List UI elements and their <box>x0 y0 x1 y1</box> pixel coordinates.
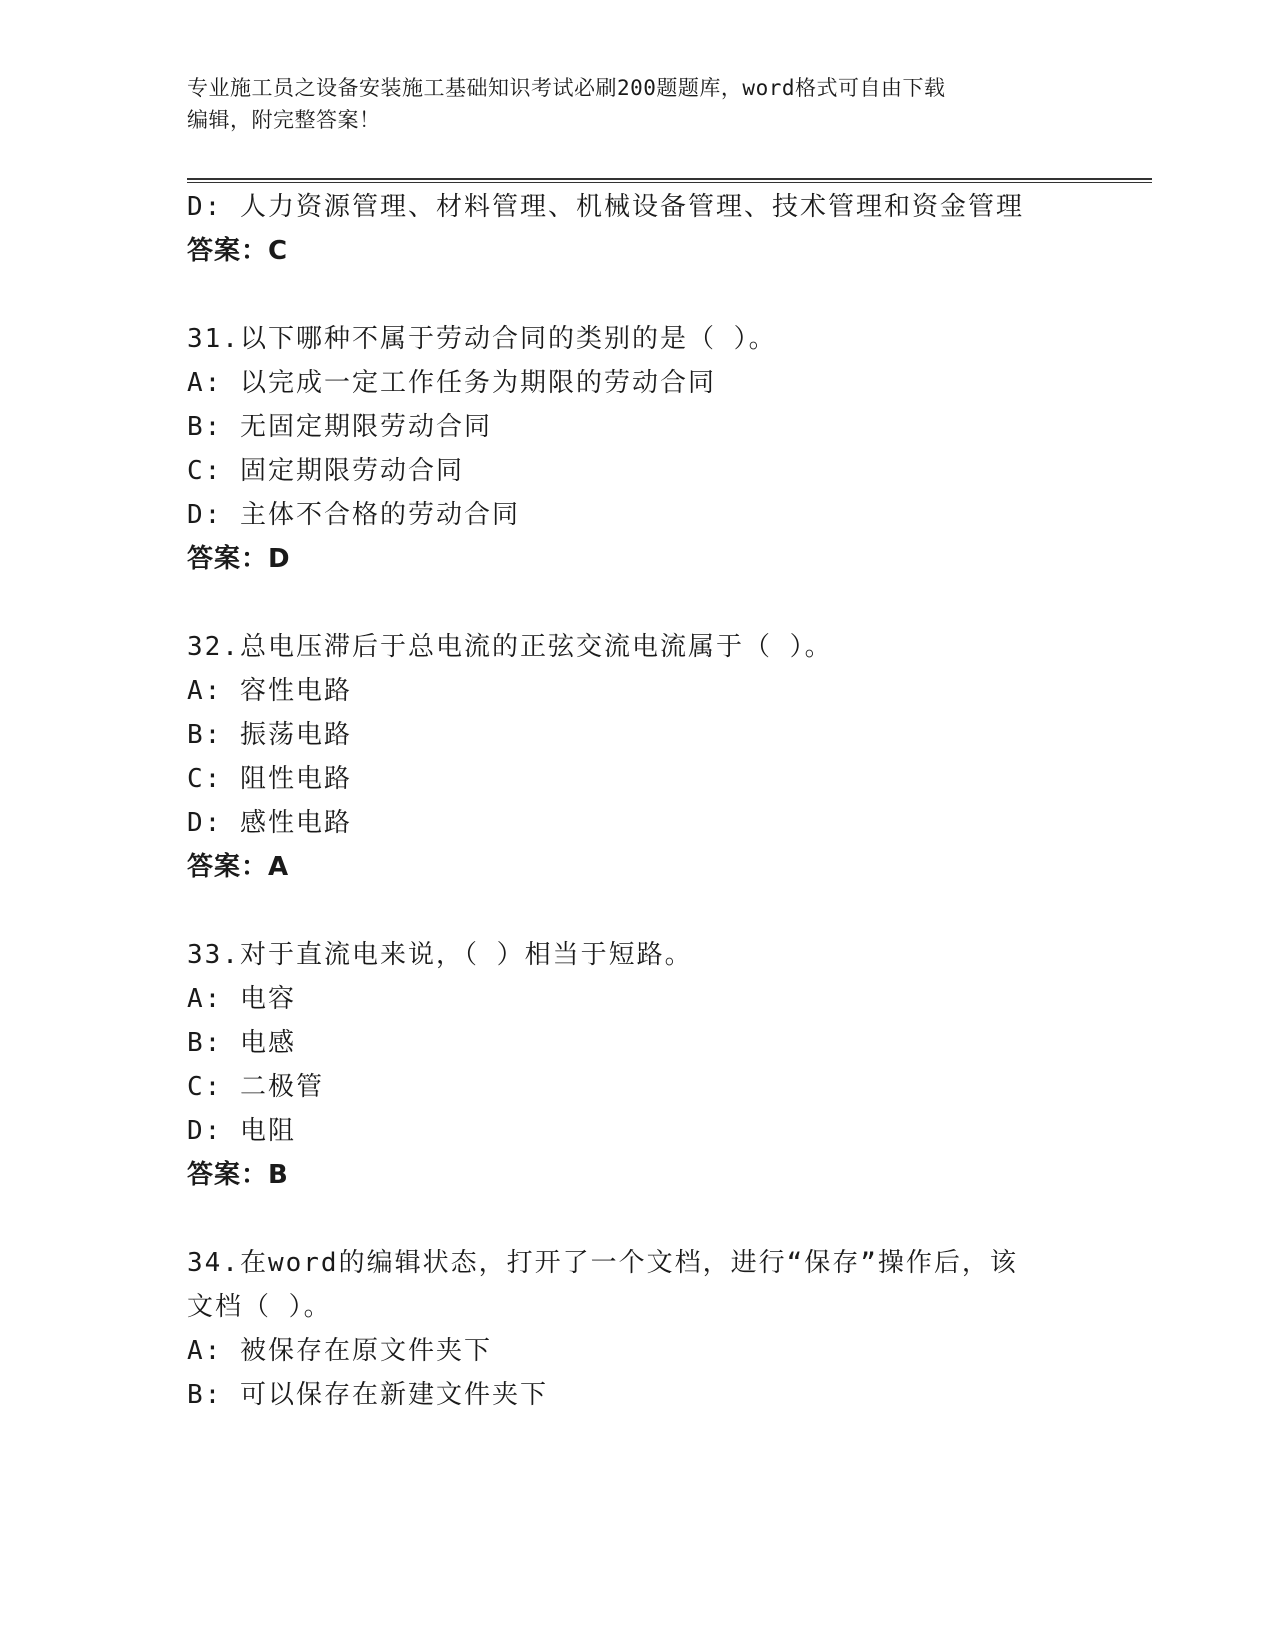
question-31-option-c: C: 固定期限劳动合同 <box>187 456 464 486</box>
question-31-answer: 答案：D <box>187 544 291 574</box>
question-32-option-a: A: 容性电路 <box>187 676 352 706</box>
header-title-line-1: 专业施工员之设备安装施工基础知识考试必刷200题题库，word格式可自由下载 <box>187 76 946 100</box>
question-34-option-b: B: 可以保存在新建文件夹下 <box>187 1380 548 1410</box>
question-33-answer: 答案：B <box>187 1160 289 1190</box>
question-31-option-b: B: 无固定期限劳动合同 <box>187 412 492 442</box>
question-33-option-c: C: 二极管 <box>187 1072 324 1102</box>
header-divider <box>187 178 1152 183</box>
question-32-answer: 答案：A <box>187 852 290 882</box>
question-33-option-a: A: 电容 <box>187 984 296 1014</box>
question-32-option-d: D: 感性电路 <box>187 808 352 838</box>
question-32-option-c: C: 阻性电路 <box>187 764 352 794</box>
page-header <box>187 72 1067 136</box>
question-32-stem: 32.总电压滞后于总电流的正弦交流电流属于（ ）。 <box>187 632 833 662</box>
question-32-option-b: B: 振荡电路 <box>187 720 352 750</box>
question-33-option-b: B: 电感 <box>187 1028 296 1058</box>
question-33-stem: 33.对于直流电来说，（ ）相当于短路。 <box>187 940 693 970</box>
header-title-line-2: 编辑，附完整答案！ <box>187 108 381 132</box>
question-31-option-a: A: 以完成一定工作任务为期限的劳动合同 <box>187 368 716 398</box>
question-34-option-a: A: 被保存在原文件夹下 <box>187 1336 492 1366</box>
question-31-stem: 31.以下哪种不属于劳动合同的类别的是（ ）。 <box>187 324 777 354</box>
question-31-option-d: D: 主体不合格的劳动合同 <box>187 500 520 530</box>
prev-answer: 答案：C <box>187 236 289 266</box>
question-34-stem-line-1: 34.在word的编辑状态，打开了一个文档，进行“保存”操作后，该 <box>187 1248 1018 1278</box>
question-33-option-d: D: 电阻 <box>187 1116 296 1146</box>
prev-option-d: D: 人力资源管理、材料管理、机械设备管理、技术管理和资金管理 <box>187 192 1024 222</box>
question-34-stem-line-2: 文档（ ）。 <box>187 1292 332 1322</box>
